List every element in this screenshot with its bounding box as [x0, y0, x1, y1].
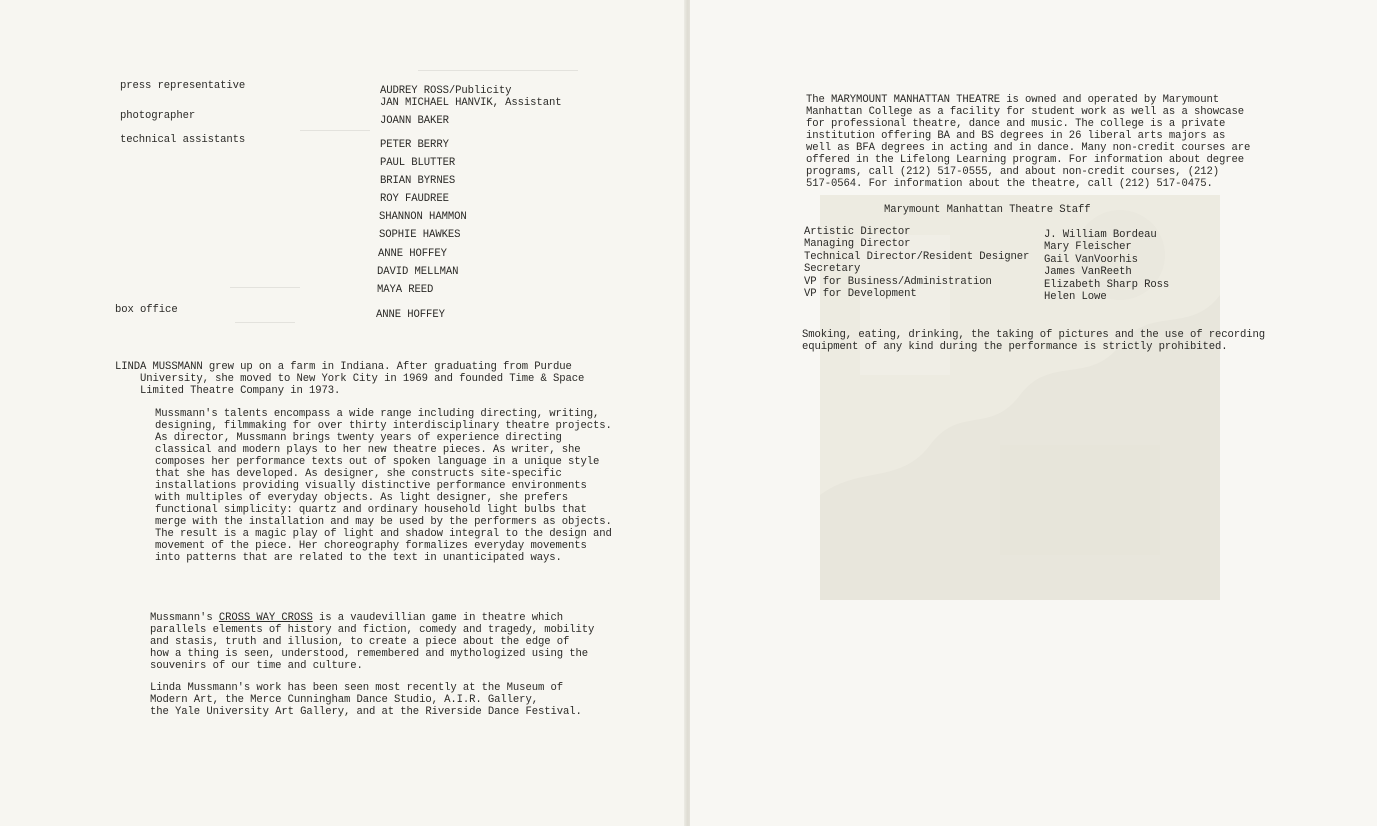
staff-title: Artistic Director: [804, 226, 911, 238]
credit-name: ANNE HOFFEY: [376, 309, 445, 321]
credit-role-box-office: box office: [115, 304, 178, 316]
staff-title: Technical Director/Resident Designer: [804, 251, 1030, 263]
staff-title: Secretary: [804, 263, 861, 275]
staff-title: Managing Director: [804, 238, 911, 250]
staff-heading: Marymount Manhattan Theatre Staff: [884, 204, 1091, 216]
bleed-through-caption: [935, 648, 1025, 661]
credit-name: BRIAN BYRNES: [380, 175, 456, 187]
credit-role-technical-assistants: technical assistants: [120, 134, 246, 146]
staff-name: Helen Lowe: [1044, 291, 1107, 303]
credit-name: ROY FAUDREE: [380, 193, 449, 205]
bio-intro-paragraph: LINDA MUSSMANN grew up on a farm in Indiana. After graduating from Purdue University, she moved to New York City in 1969 and founded Time & Space Limited Theatre Company in 1973.: [115, 361, 585, 397]
prohibition-notice: Smoking, eating, drinking, the taking of pictures and the use of recording equipment of any kind during the performance is strictly prohibited.: [802, 329, 1266, 353]
staff-title: VP for Development: [804, 288, 917, 300]
bio-talents-paragraph: Mussmann's talents encompass a wide range including directing, writing, designing, filmmaking for over thirty interdisciplinary theatre projects. As director, Mussmann brings twenty years of experience directing classical and modern plays to her new theatre pieces. As writer, she composes her performance texts out of spoken language in a unique style that she has developed. As designer, she constructs site-specific installations providing visually distinctive performance environments with multiples of everyday objects. As light designer, she prefers functional simplicity: quartz and ordinary household light bulbs that merge with the installation and may be used by the performers as objects. The result is a magic play of light and shadow integral to the design and movement of the piece. Her choreography formalizes everyday movements into patterns that are related to the text in unanticipated ways.: [155, 408, 612, 564]
theatre-about-paragraph: The MARYMOUNT MANHATTAN THEATRE is owned and operated by Marymount Manhattan College as a facility for student work as well as a showcase for professional theatre, dance and music. The college is a private institution offering BA and BS degrees in 26 liberal arts majors as well as BFA degrees in acting and in dance. Many non-credit courses are offered in the Lifelong Learning program. For information about degree programs, call (212) 517-0555, and about non-credit courses, (212) 517-0564. For information about the theatre, call (212) 517-0475.: [806, 94, 1251, 190]
staff-name: Elizabeth Sharp Ross: [1044, 279, 1170, 291]
bio-exhibitions-paragraph: Linda Mussmann's work has been seen most recently at the Museum of Modern Art, the Merce Cunningham Dance Studio, A.I.R. Gallery, the Yale University Art Gallery, and at the Riverside Dance Festival.: [150, 682, 582, 718]
staff-title: VP for Business/Administration: [804, 276, 992, 288]
credit-name: PETER BERRY: [380, 139, 449, 151]
bio-work-paragraph: parallels elements of history and fiction, comedy and tragedy, mobility and stasis, truth and illusion, to create a piece about the edge of how a thing is seen, understood, remembered and mythologized using the souvenirs of our time and culture.: [150, 624, 595, 672]
bio-work-line: [150, 612, 563, 624]
credit-name: SOPHIE HAWKES: [379, 229, 461, 241]
credit-name: DAVID MELLMAN: [377, 266, 459, 278]
bio-work-suffix: is a vaudevillian game in theatre which: [312, 612, 564, 624]
staff-name: Gail VanVoorhis: [1044, 254, 1138, 266]
credit-name: AUDREY ROSS/Publicity: [380, 85, 512, 97]
credit-role-photographer: photographer: [120, 110, 196, 122]
staff-name: J. William Bordeau: [1044, 229, 1157, 241]
credit-role-press-representative: press representative: [120, 80, 246, 92]
bio-work-prefix: Mussmann's: [150, 612, 219, 624]
staff-name: James VanReeth: [1044, 266, 1132, 278]
credit-name: MAYA REED: [377, 284, 434, 296]
credit-name: JOANN BAKER: [380, 115, 449, 127]
credit-name: PAUL BLUTTER: [380, 157, 456, 169]
credit-name: ANNE HOFFEY: [378, 248, 447, 260]
credit-name: JAN MICHAEL HANVIK, Assistant: [380, 97, 562, 109]
credit-name: SHANNON HAMMON: [379, 211, 467, 223]
work-title: CROSS WAY CROSS: [218, 612, 313, 624]
staff-name: Mary Fleischer: [1044, 241, 1132, 253]
